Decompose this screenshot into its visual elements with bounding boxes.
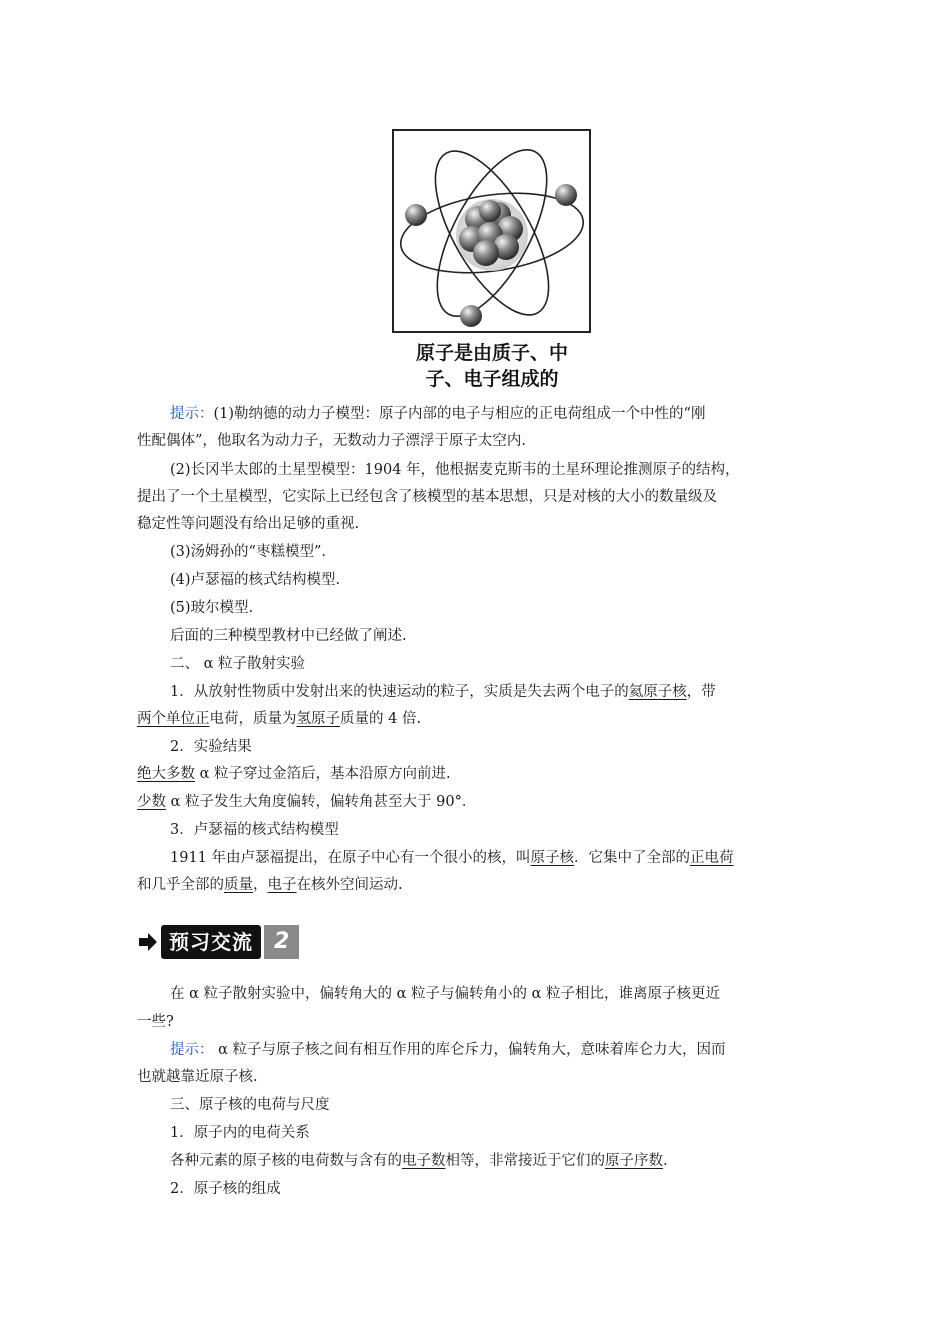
banner-label: 预习交流 — [161, 925, 261, 959]
text-line: (3)汤姆孙的“枣糕模型”. — [170, 544, 326, 560]
text-line: (5)玻尔模型. — [170, 600, 254, 616]
hint-label: 提示： — [170, 1042, 214, 1058]
text: ，带 — [686, 684, 716, 700]
text-line — [137, 764, 451, 784]
fill-in-answer: 两个单位正 — [137, 711, 210, 727]
fill-in-answer: 原子核 — [530, 850, 575, 866]
text: 和几乎全部的 — [137, 877, 224, 893]
hint-text: α 粒子与原子核之间有相互作用的库仑斥力，偏转角大，意味着库仑力大，因而 — [213, 1042, 726, 1058]
text: α 粒子发生大角度偏转，偏转角甚至大于 90°． — [166, 794, 477, 810]
text: 1．从放射性物质中发射出来的快速运动的粒子，实质是失去两个电子的 — [170, 684, 629, 700]
subheading: 2．实验结果 — [170, 739, 252, 755]
text-line — [137, 709, 421, 729]
hint-label: 提示： — [170, 406, 214, 422]
text-line — [170, 848, 734, 868]
text-line: 稳定性等问题没有给出足够的重视. — [137, 516, 360, 532]
subheading: 2．原子核的组成 — [170, 1181, 281, 1197]
banner-number: 2 — [264, 925, 299, 959]
preview-exchange-banner — [137, 924, 299, 960]
hint-paragraph-line — [170, 404, 705, 424]
fill-in-answer: 质量 — [224, 877, 253, 893]
text: 电荷，质量为 — [209, 711, 297, 727]
fill-in-answer: 氢原子 — [296, 711, 340, 727]
text-line: (4)卢瑟福的核式结构模型. — [170, 572, 341, 588]
subheading: 3．卢瑟福的核式结构模型 — [170, 822, 339, 838]
atom-figure — [392, 129, 591, 333]
text-line — [137, 792, 476, 812]
fill-in-answer: 少数 — [137, 794, 166, 810]
text: 相等，非常接近于它们的 — [445, 1153, 605, 1169]
caption-line-2: 子、电子组成的 — [425, 368, 559, 390]
hint-paragraph-line — [170, 1040, 726, 1060]
text-line — [170, 682, 716, 702]
atom-model-icon — [394, 131, 589, 331]
text-line — [137, 875, 403, 895]
text-line: 也就越靠近原子核. — [137, 1069, 258, 1085]
fill-in-answer: 原子序数 — [605, 1153, 663, 1169]
text: 质量的 4 倍. — [340, 711, 422, 727]
fill-in-answer: 电子数 — [402, 1153, 446, 1169]
figure-caption — [380, 340, 604, 392]
text-line: 性配偶体”，他取名为动力子，无数动力子漂浮于原子太空内. — [137, 433, 527, 449]
fill-in-answer: 电子 — [267, 877, 297, 893]
subheading: 1．原子内的电荷关系 — [170, 1125, 310, 1141]
text: ， — [253, 877, 268, 893]
section-heading: 三、原子核的电荷与尺度 — [170, 1097, 330, 1113]
question-line: 在 α 粒子散射实验中，偏转角大的 α 粒子与偏转角小的 α 粒子相比，谁离原子核更近 — [170, 986, 721, 1002]
text: 在核外空间运动. — [296, 877, 403, 893]
fill-in-answer: 正电荷 — [690, 850, 734, 866]
section-heading: 二、 α 粒子散射实验 — [170, 656, 306, 672]
text-line: (2)长冈半太郎的土星型模型：1904 年，他根据麦克斯韦的土星环理论推测原子的结构， — [170, 462, 740, 478]
text: 1911 年由卢瑟福提出，在原子中心有一个很小的核，叫 — [170, 850, 531, 866]
fill-in-answer: 绝大多数 — [137, 766, 195, 782]
text-line: 提出了一个土星模型，它实际上已经包含了核模型的基本思想，只是对核的大小的数量级及 — [137, 489, 717, 505]
fill-in-answer: 氦原子核 — [628, 684, 687, 700]
text: . — [663, 1153, 668, 1169]
text: α 粒子穿过金箔后，基本沿原方向前进. — [195, 766, 451, 782]
caption-line-1: 原子是由质子、中 — [415, 342, 568, 364]
text-line: 后面的三种模型教材中已经做了阐述. — [170, 628, 407, 644]
hint-text: (1)勒纳德的动力子模型：原子内部的电子与相应的正电荷组成一个中性的“刚 — [213, 406, 706, 422]
question-line: 一些? — [137, 1014, 174, 1030]
text-line — [170, 1151, 668, 1171]
text: ．它集中了全部的 — [574, 850, 691, 866]
text: 各种元素的原子核的电荷数与含有的 — [170, 1153, 402, 1169]
arrow-right-icon — [137, 931, 159, 953]
